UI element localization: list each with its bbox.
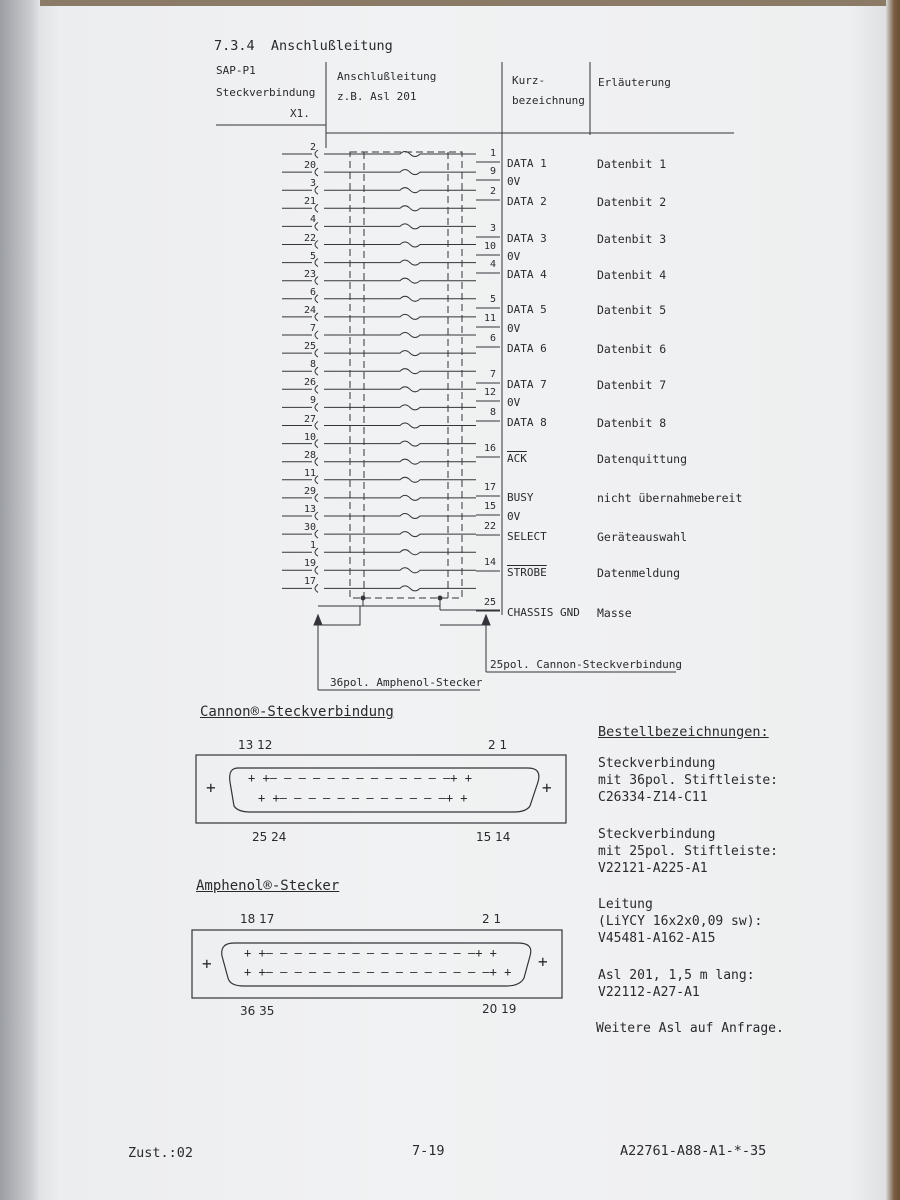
footer-page-number: 7-19 xyxy=(412,1143,445,1159)
signal-name: 0V xyxy=(507,396,521,409)
header-col2-line1: Anschlußleitung xyxy=(337,70,437,83)
amphenol-pin-label-bottom-left: 36 35 xyxy=(240,1004,275,1018)
cannon-mount-right: + xyxy=(542,778,552,797)
connector-pin-number: 11 xyxy=(303,467,316,479)
connector-pin-number: 13 xyxy=(303,504,316,515)
signal-name: DATA 6 xyxy=(507,342,547,355)
order-block-36pol: Steckverbindung mit 36pol. Stiftleiste: C26334-Z14-C11 xyxy=(598,756,779,805)
signal-description: Datenbit 4 xyxy=(597,268,667,282)
header-col1-line3: X1. xyxy=(290,107,310,120)
connector-pin-number: 22 xyxy=(303,232,316,244)
cannon-pin-label-top-right: 2 1 xyxy=(488,738,508,752)
wire-number: 6 xyxy=(489,333,496,344)
connector-pin-number: 6 xyxy=(309,286,316,298)
signal-name: DATA 7 xyxy=(507,378,547,391)
amphenol-mount-left: + xyxy=(202,954,212,973)
cannon-pin-label-top-left: 13 12 xyxy=(238,738,273,752)
signal-name: 0V xyxy=(507,322,521,335)
signal-description: nicht übernahmebereit xyxy=(597,491,743,505)
amphenol-pin-row-2: + +– – – – – – – – – – – – – – – –+ + xyxy=(244,965,512,979)
signal-description: Datenbit 1 xyxy=(597,157,667,171)
footer-revision: Zust.:02 xyxy=(128,1145,194,1161)
header-col1-line1: SAP-P1 xyxy=(216,64,256,77)
connector-pin-number: 10 xyxy=(303,431,316,443)
signal-description: Geräteauswahl xyxy=(597,530,688,544)
amphenol-pin-label-top-left: 18 17 xyxy=(240,912,275,926)
amphenol-outer-frame xyxy=(192,930,562,998)
connector-pin-number: 7 xyxy=(309,323,316,334)
section-title: 7.3.4 Anschlußleitung xyxy=(214,38,393,54)
signal-name: STROBE xyxy=(507,566,547,579)
order-block-asl201: Asl 201, 1,5 m lang: V22112-A27-A1 xyxy=(598,968,755,1000)
signal-name: DATA 8 xyxy=(507,416,547,429)
wire-number: 22 xyxy=(483,521,496,532)
connector-pin-number: 30 xyxy=(303,522,316,534)
signal-name: DATA 1 xyxy=(507,157,547,170)
connector-pin-number: 5 xyxy=(309,250,316,262)
order-block-more: Weitere Asl auf Anfrage. xyxy=(596,1021,784,1036)
signal-description: Datenbit 7 xyxy=(597,378,667,392)
amphenol-title: Amphenol®-Stecker xyxy=(196,878,340,894)
connector-pin-number: 17 xyxy=(303,576,316,588)
wire-number: 8 xyxy=(489,407,496,418)
signal-name: DATA 3 xyxy=(507,232,547,245)
connector-pin-number: 19 xyxy=(303,558,316,570)
signal-name: 0V xyxy=(507,250,521,263)
amphenol-pin-label-top-right: 2 1 xyxy=(482,912,502,926)
order-block-cable: Leitung (LiYCY 16x2x0,09 sw): V45481-A162-A15 xyxy=(598,897,763,946)
connector-pin-number: 26 xyxy=(303,377,316,389)
footer-document-id: A22761-A88-A1-*-35 xyxy=(620,1143,767,1159)
connector-pin-number: 27 xyxy=(303,413,316,425)
wire-number: 1 xyxy=(489,148,496,159)
amphenol-pin-label-bottom-right: 20 19 xyxy=(482,1002,517,1016)
signal-name: 0V xyxy=(507,510,521,523)
signal-name: $\overline{ACK}$ xyxy=(507,452,527,465)
order-block-25pol: Steckverbindung mit 25pol. Stiftleiste: V22121-A225-A1 xyxy=(598,827,779,876)
signal-name: DATA 4 xyxy=(507,268,547,281)
cannon-mount-left: + xyxy=(206,778,216,797)
wire-number: 7 xyxy=(489,369,496,380)
connector-pin-number: 8 xyxy=(309,359,316,371)
cannon-pin-label-bottom-left: 25 24 xyxy=(252,830,287,844)
header-col3-line1: Kurz- xyxy=(512,74,546,87)
cannon-title: Cannon®-Steckverbindung xyxy=(200,704,394,720)
connector-pin-number: 23 xyxy=(303,268,316,280)
wire-number: 15 xyxy=(483,501,496,512)
signal-description: Datenbit 3 xyxy=(597,232,667,246)
wire-number: 4 xyxy=(489,259,496,270)
wire-number: 5 xyxy=(489,294,496,305)
cannon-pin-label-bottom-right: 15 14 xyxy=(476,830,511,844)
wire-number: 11 xyxy=(483,313,496,324)
signal-name: CHASSIS GND xyxy=(507,606,580,619)
cannon-callout-label: 25pol. Cannon-Steckverbindung xyxy=(490,658,683,671)
connector-pin-number: 21 xyxy=(303,196,316,208)
amphenol-pin-row-1: + +– – – – – – – – – – – – – – –+ + xyxy=(244,946,497,960)
wire-number: 12 xyxy=(483,387,496,398)
wire-number: 25 xyxy=(483,597,496,608)
signal-description: Datenbit 8 xyxy=(597,416,667,430)
connector-pin-number: 20 xyxy=(303,160,316,172)
signal-name: 0V xyxy=(507,175,521,188)
order-heading: Bestellbezeichnungen: xyxy=(598,724,769,740)
connector-pin-number: 1 xyxy=(309,540,316,552)
header-col3-line2: bezeichnung xyxy=(512,94,585,107)
connector-pin-number: 2 xyxy=(309,142,316,153)
wire-number: 3 xyxy=(489,223,496,234)
connector-pin-number: 4 xyxy=(309,214,316,226)
signal-description: Datenbit 6 xyxy=(597,342,667,356)
signal-description: Datenbit 2 xyxy=(597,195,667,209)
cannon-pin-row-1: + +– – – – – – – – – – – – –+ + xyxy=(248,771,472,785)
signal-description: Masse xyxy=(597,606,632,620)
cannon-pin-row-2: + +– – – – – – – – – – – –+ + xyxy=(258,791,468,805)
wire-number: 14 xyxy=(483,557,496,568)
signal-description: Datenmeldung xyxy=(597,566,681,580)
connector-pin-number: 29 xyxy=(303,485,316,497)
connector-pin-number: 9 xyxy=(309,395,316,407)
amphenol-callout-label: 36pol. Amphenol-Stecker xyxy=(330,676,483,689)
signal-name: SELECT xyxy=(507,530,547,543)
connector-pin-number: 3 xyxy=(309,178,316,190)
amphenol-mount-right: + xyxy=(538,952,548,971)
header-col4: Erläuterung xyxy=(598,76,671,89)
signal-description: Datenbit 5 xyxy=(597,303,667,317)
connector-pin-number: 24 xyxy=(303,304,316,316)
signal-name: DATA 2 xyxy=(507,195,547,208)
signal-name: BUSY xyxy=(507,491,534,504)
wire-number: 9 xyxy=(489,166,496,177)
wire-number: 17 xyxy=(483,482,496,493)
signal-description: Datenquittung xyxy=(597,452,688,466)
header-col2-line2: z.B. Asl 201 xyxy=(337,90,417,103)
wire-number: 2 xyxy=(489,186,496,197)
header-col1-line2: Steckverbindung xyxy=(216,86,316,99)
connector-pin-number: 28 xyxy=(303,449,316,461)
connector-pin-number: 25 xyxy=(303,341,316,353)
wire-number: 16 xyxy=(483,443,496,454)
wire-number: 10 xyxy=(483,241,496,252)
signal-name: DATA 5 xyxy=(507,303,547,316)
